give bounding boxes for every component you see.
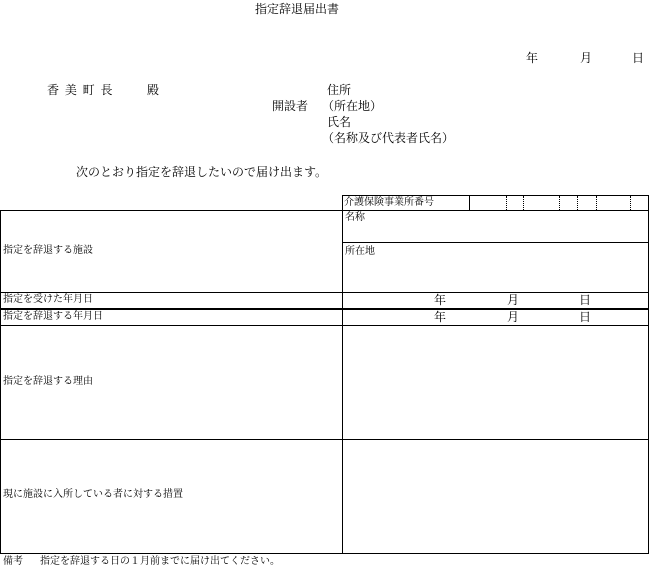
designated-year-label: 年 [434,293,447,307]
date-year-label: 年 [526,51,539,65]
measures-label: 現に施設に入所している者に対する措置 [3,489,183,500]
intro-text: 次のとおり指定を辞退したいので届け出ます。 [76,165,328,179]
footer-note-text: 指定を辞退する日の１月前までに届け出てください。 [40,556,280,567]
designated-date-label: 指定を受けた年月日 [3,294,93,305]
designated-month-label: 月 [507,293,520,307]
footer-note-label: 備考 [3,556,23,567]
withdraw-year-label: 年 [434,310,447,324]
provider-number-label: 介護保険事業所番号 [344,197,434,208]
name-note: （名称及び代表者氏名） [322,131,455,145]
address-label: 住所 [327,83,352,97]
date-month-label: 月 [580,51,593,65]
address-note: （所在地） [322,99,383,113]
withdraw-day-label: 日 [579,310,592,324]
facility-name-label: 名称 [345,212,365,223]
name-label: 氏名 [327,115,352,129]
facility-address-label: 所在地 [345,246,375,257]
withdraw-month-label: 月 [507,310,520,324]
facility-label: 指定を辞退する施設 [3,245,93,256]
document-title: 指定辞退届出書 [255,2,340,16]
addressee-name: 香 美 町 長 [47,83,114,97]
reason-label: 指定を辞退する理由 [3,376,93,387]
applicant-role-label: 開設者 [272,99,309,113]
withdraw-date-label: 指定を辞退する年月日 [3,311,103,322]
date-day-label: 日 [632,51,645,65]
designated-day-label: 日 [579,293,592,307]
addressee-honorific: 殿 [147,83,160,97]
